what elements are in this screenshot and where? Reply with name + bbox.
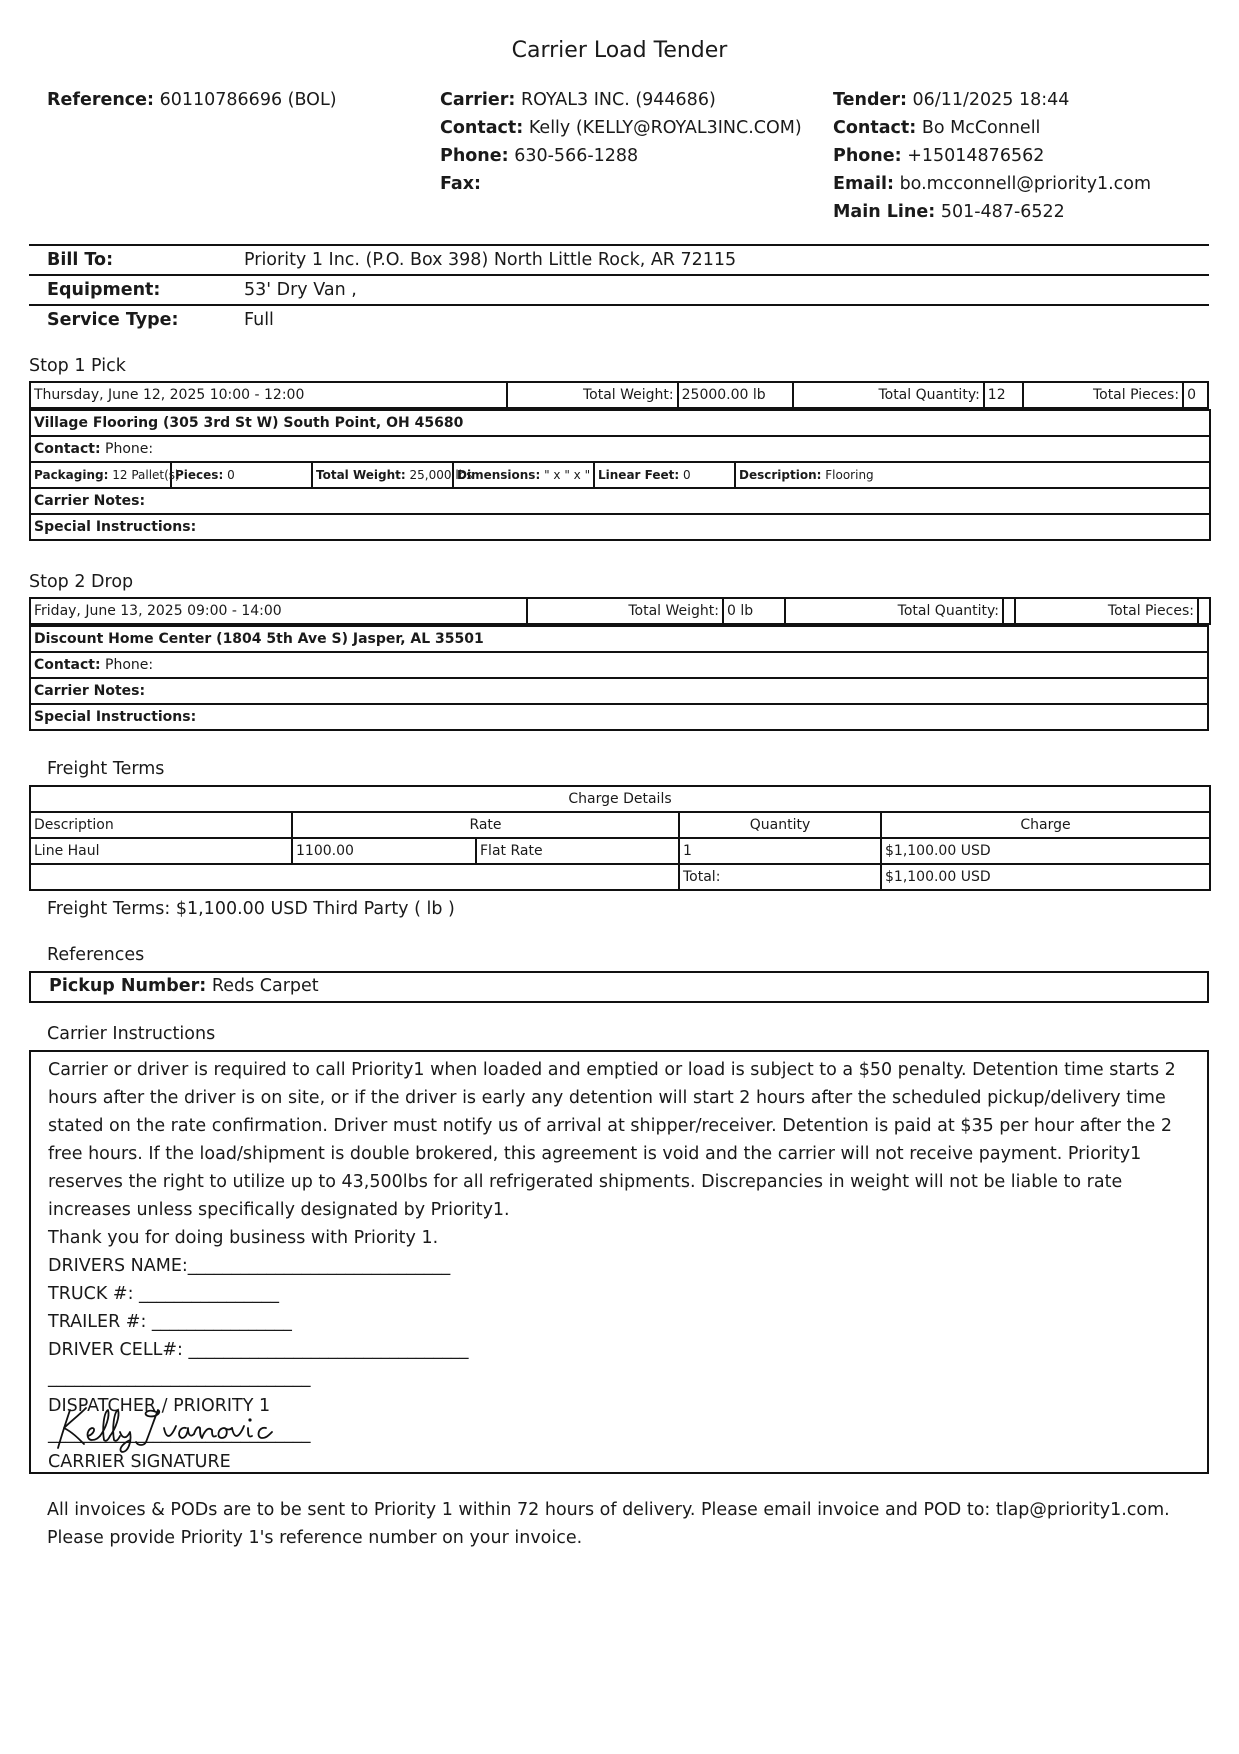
tender-info <box>833 86 1151 226</box>
handwritten-signature <box>52 1398 312 1454</box>
reference-info <box>47 86 337 114</box>
stop1-location: Village Flooring (305 3rd St W) South Point, OH 45680 <box>34 415 464 431</box>
stop2-total-quantity <box>1003 598 1015 624</box>
references-box <box>29 971 1209 1003</box>
carrier-phone-value: 630-566-1288 <box>514 146 639 166</box>
carrier-contact-value: Kelly (KELLY@ROYAL3INC.COM) <box>528 118 802 138</box>
description-value: Flooring <box>825 468 874 482</box>
stop1-detail-table <box>29 409 1211 541</box>
carrier-label: Carrier: <box>440 90 516 110</box>
tender-value: 06/11/2025 18:44 <box>912 90 1070 110</box>
stop2-contact-label: Contact: <box>34 657 101 673</box>
stop1-heading: Stop 1 Pick <box>29 356 126 376</box>
stop2-phone-label: Phone: <box>105 657 154 673</box>
bill-to-value: Priority 1 Inc. (P.O. Box 398) North Little Rock, AR 72115 <box>244 250 737 270</box>
truck-field: TRUCK #: ________________ <box>48 1284 280 1304</box>
instructions-paragraph: Carrier or driver is required to call Priority1 when loaded and emptied or load is subject to a $50 penalty. Detention time starts 2 hours after the driver is on site, or if the driver is early any detention will start 2 hours after the scheduled pickup/delivery time stated on the rate confirmation. Driver must notify us of arrival at shipper/receiver. Detention is paid at $35 per hour after the 2 free hours. If the load/shipment is double brokered, this agreement is void and the carrier will not receive payment. Priority1 reserves the right to utilize up to 43,500lbs for all refrigerated shipments. Discrepancies in weight will not be liable to rate increases unless specifically designated by Priority1. <box>48 1060 1176 1220</box>
carrier-signature-label: CARRIER SIGNATURE <box>48 1452 231 1472</box>
equipment-value: 53' Dry Van , <box>244 280 357 300</box>
col-rate: Rate <box>292 812 679 838</box>
service-type-label: Service Type: <box>47 310 179 330</box>
total-value: $1,100.00 USD <box>881 864 1210 890</box>
equipment-row <box>47 280 357 300</box>
references-heading: References <box>47 945 145 965</box>
reference-label: Reference: <box>47 90 155 110</box>
stop2-detail-table <box>29 625 1209 731</box>
pickup-number-label: Pickup Number: <box>49 976 207 996</box>
charge-quantity: 1 <box>679 838 881 864</box>
carrier-contact-label: Contact: <box>440 118 524 138</box>
linear-feet-value: 0 <box>683 468 691 482</box>
stop1-total-quantity: 12 <box>984 382 1023 408</box>
signature-dot <box>248 1418 251 1421</box>
stop2-total-quantity-label: Total Quantity: <box>785 598 1003 624</box>
driver-cell-field: DRIVER CELL#: ________________________________ <box>48 1340 469 1360</box>
stop2-location: Discount Home Center (1804 5th Ave S) Jasper, AL 35501 <box>34 631 484 647</box>
pieces-value: 0 <box>227 468 235 482</box>
p1-contact-value: Bo McConnell <box>921 118 1041 138</box>
linear-feet-label: Linear Feet: <box>598 468 680 482</box>
divider <box>29 304 1209 306</box>
stop2-header-table <box>29 597 1211 625</box>
bill-to-row <box>47 250 736 270</box>
pickup-number-value: Reds Carpet <box>211 976 319 996</box>
charge-description: Line Haul <box>30 838 292 864</box>
divider <box>29 274 1209 276</box>
col-charge: Charge <box>881 812 1210 838</box>
thanks-line: Thank you for doing business with Priority 1. <box>48 1228 439 1248</box>
charge-details-heading: Charge Details <box>30 786 1210 812</box>
carrier-phone-label: Phone: <box>440 146 509 166</box>
p1-email-value: bo.mcconnell@priority1.com <box>899 174 1152 194</box>
footer-note: All invoices & PODs are to be sent to Priority 1 within 72 hours of delivery. Please email invoice and POD to: tlap@priority1.com. Please provide Priority 1's reference number on your invoice. <box>47 1500 1170 1548</box>
equipment-label: Equipment: <box>47 280 161 300</box>
stop1-total-pieces-label: Total Pieces: <box>1023 382 1183 408</box>
table-row <box>30 838 1210 864</box>
service-type-value: Full <box>244 310 274 330</box>
page-title: Carrier Load Tender <box>511 38 728 63</box>
dimensions-label: Dimensions: <box>457 468 541 482</box>
charge-rate: 1100.00 <box>292 838 476 864</box>
service-type-row <box>47 310 274 330</box>
bill-to-label: Bill To: <box>47 250 114 270</box>
stop1-contact-label: Contact: <box>34 441 101 457</box>
stop1-total-pieces: 0 <box>1183 382 1208 408</box>
dispatcher-label: DISPATCHER / PRIORITY 1 <box>48 1396 271 1416</box>
stop2-total-weight-label: Total Weight: <box>527 598 723 624</box>
stop2-heading: Stop 2 Drop <box>29 572 134 592</box>
charge-rate-type: Flat Rate <box>476 838 679 864</box>
stop1-header-table <box>29 381 1209 409</box>
description-label: Description: <box>739 468 822 482</box>
p1-email-label: Email: <box>833 174 894 194</box>
pieces-label: Pieces: <box>175 468 224 482</box>
stop2-special-instructions-label: Special Instructions: <box>34 709 197 725</box>
p1-phone-label: Phone: <box>833 146 902 166</box>
carrier-value: ROYAL3 INC. (944686) <box>521 90 716 110</box>
dispatcher-line: ______________________________ <box>48 1368 311 1388</box>
dimensions-value: " x " x " <box>544 468 591 482</box>
trailer-field: TRAILER #: ________________ <box>48 1312 292 1332</box>
carrier-signature-line: ______________________________ <box>48 1424 311 1444</box>
carrier-info <box>440 86 802 198</box>
stop2-total-pieces <box>1198 598 1210 624</box>
weight-label: Total Weight: <box>316 468 406 482</box>
p1-mainline-label: Main Line: <box>833 202 936 222</box>
packaging-label: Packaging: <box>34 468 109 482</box>
stop1-carrier-notes-label: Carrier Notes: <box>34 493 146 509</box>
stop1-total-weight: 25000.00 lb <box>678 382 793 408</box>
stop1-special-instructions-label: Special Instructions: <box>34 519 197 535</box>
tender-label: Tender: <box>833 90 907 110</box>
instructions-heading: Carrier Instructions <box>47 1024 216 1044</box>
drivers-name-field: DRIVERS NAME:______________________________ <box>48 1256 451 1276</box>
freight-terms-line: Freight Terms: $1,100.00 USD Third Party ( lb ) <box>47 899 455 919</box>
stop1-datetime: Thursday, June 12, 2025 10:00 - 12:00 <box>30 382 507 408</box>
reference-value: 60110786696 (BOL) <box>159 90 337 110</box>
total-spacer <box>30 864 679 890</box>
freight-heading: Freight Terms <box>47 759 165 779</box>
divider <box>29 244 1209 246</box>
stop2-datetime: Friday, June 13, 2025 09:00 - 14:00 <box>30 598 527 624</box>
stop1-total-weight-label: Total Weight: <box>507 382 677 408</box>
charge-details-table <box>29 785 1211 891</box>
stop1-phone-label: Phone: <box>105 441 154 457</box>
p1-phone-value: +15014876562 <box>907 146 1045 166</box>
packaging-value: 12 Pallet(s) <box>112 468 180 482</box>
stop1-total-quantity-label: Total Quantity: <box>793 382 984 408</box>
total-label: Total: <box>679 864 881 890</box>
p1-contact-label: Contact: <box>833 118 917 138</box>
weight-value: 25,000 lbs <box>409 468 473 482</box>
carrier-fax-label: Fax: <box>440 174 482 194</box>
charge-amount: $1,100.00 USD <box>881 838 1210 864</box>
col-quantity: Quantity <box>679 812 881 838</box>
p1-mainline-value: 501-487-6522 <box>940 202 1065 222</box>
stop2-carrier-notes-label: Carrier Notes: <box>34 683 146 699</box>
col-description: Description <box>30 812 292 838</box>
stop2-total-pieces-label: Total Pieces: <box>1015 598 1198 624</box>
stop2-total-weight: 0 lb <box>723 598 785 624</box>
